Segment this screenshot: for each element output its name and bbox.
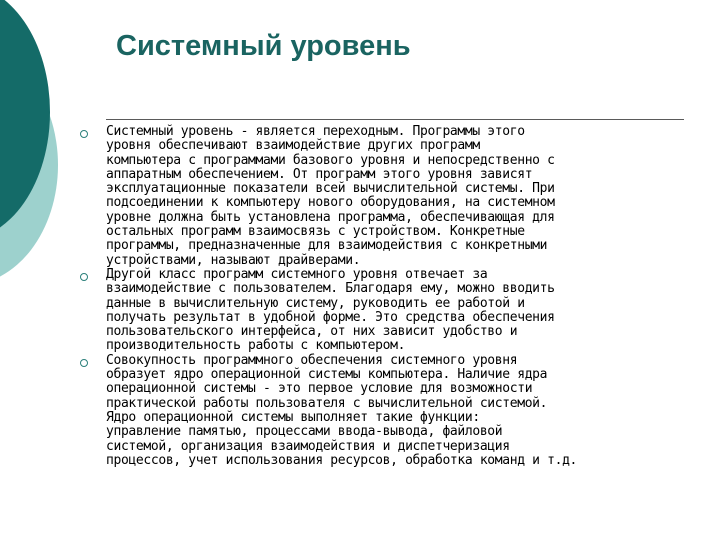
bullet-circle-icon <box>80 273 88 281</box>
bullet-text: Совокупность программного обеспечения системного уровня образует ядро операционной системы компьютера. Наличие ядра операционной системы - это первое условие для возможности практической работы пользователя с вычислительной системой. Ядро операционной системы выполняет такие функции: управление памятью, процессами ввода-вывода, файловой системой, организация взаимодействия и диспетчеризация процессов, учет использования ресурсов, обработка команд и т.д. <box>106 352 578 468</box>
slide-title: Системный уровень <box>116 30 411 62</box>
bullet-list <box>0 125 720 468</box>
bullet-item <box>0 125 686 268</box>
bullet-item <box>0 268 686 354</box>
bullet-circle-icon <box>80 359 88 367</box>
bullet-item <box>0 354 686 468</box>
title-divider <box>106 119 684 120</box>
bullet-text: Системный уровень - является переходным. Программы этого уровня обеспечивают взаимодействие других программ компьютера с программами базового уровня и непосредственно с аппаратным обеспечением. От программ этого уровня зависят эксплуатационные показатели всей вычислительной системы. При подсоединении к компьютеру нового оборудования, на системном уровне должна быть установлена программа, обеспечивающая для остальных программ взаимосвязь с устройством. Конкретные программы, предназначенные для взаимодействия с конкретными устройствами, называют драйверами. <box>106 124 555 268</box>
bullet-text: Другой класс программ системного уровня отвечает за взаимодействие с пользователем. Благодаря ему, можно вводить данные в вычислительную систему, руководить ее работой и получать результат в удобной форме. Это средства обеспечения пользовательского интерфейса, от них зависит удобство и производительность работы с компьютером. <box>106 266 555 354</box>
bullet-circle-icon <box>80 130 88 138</box>
